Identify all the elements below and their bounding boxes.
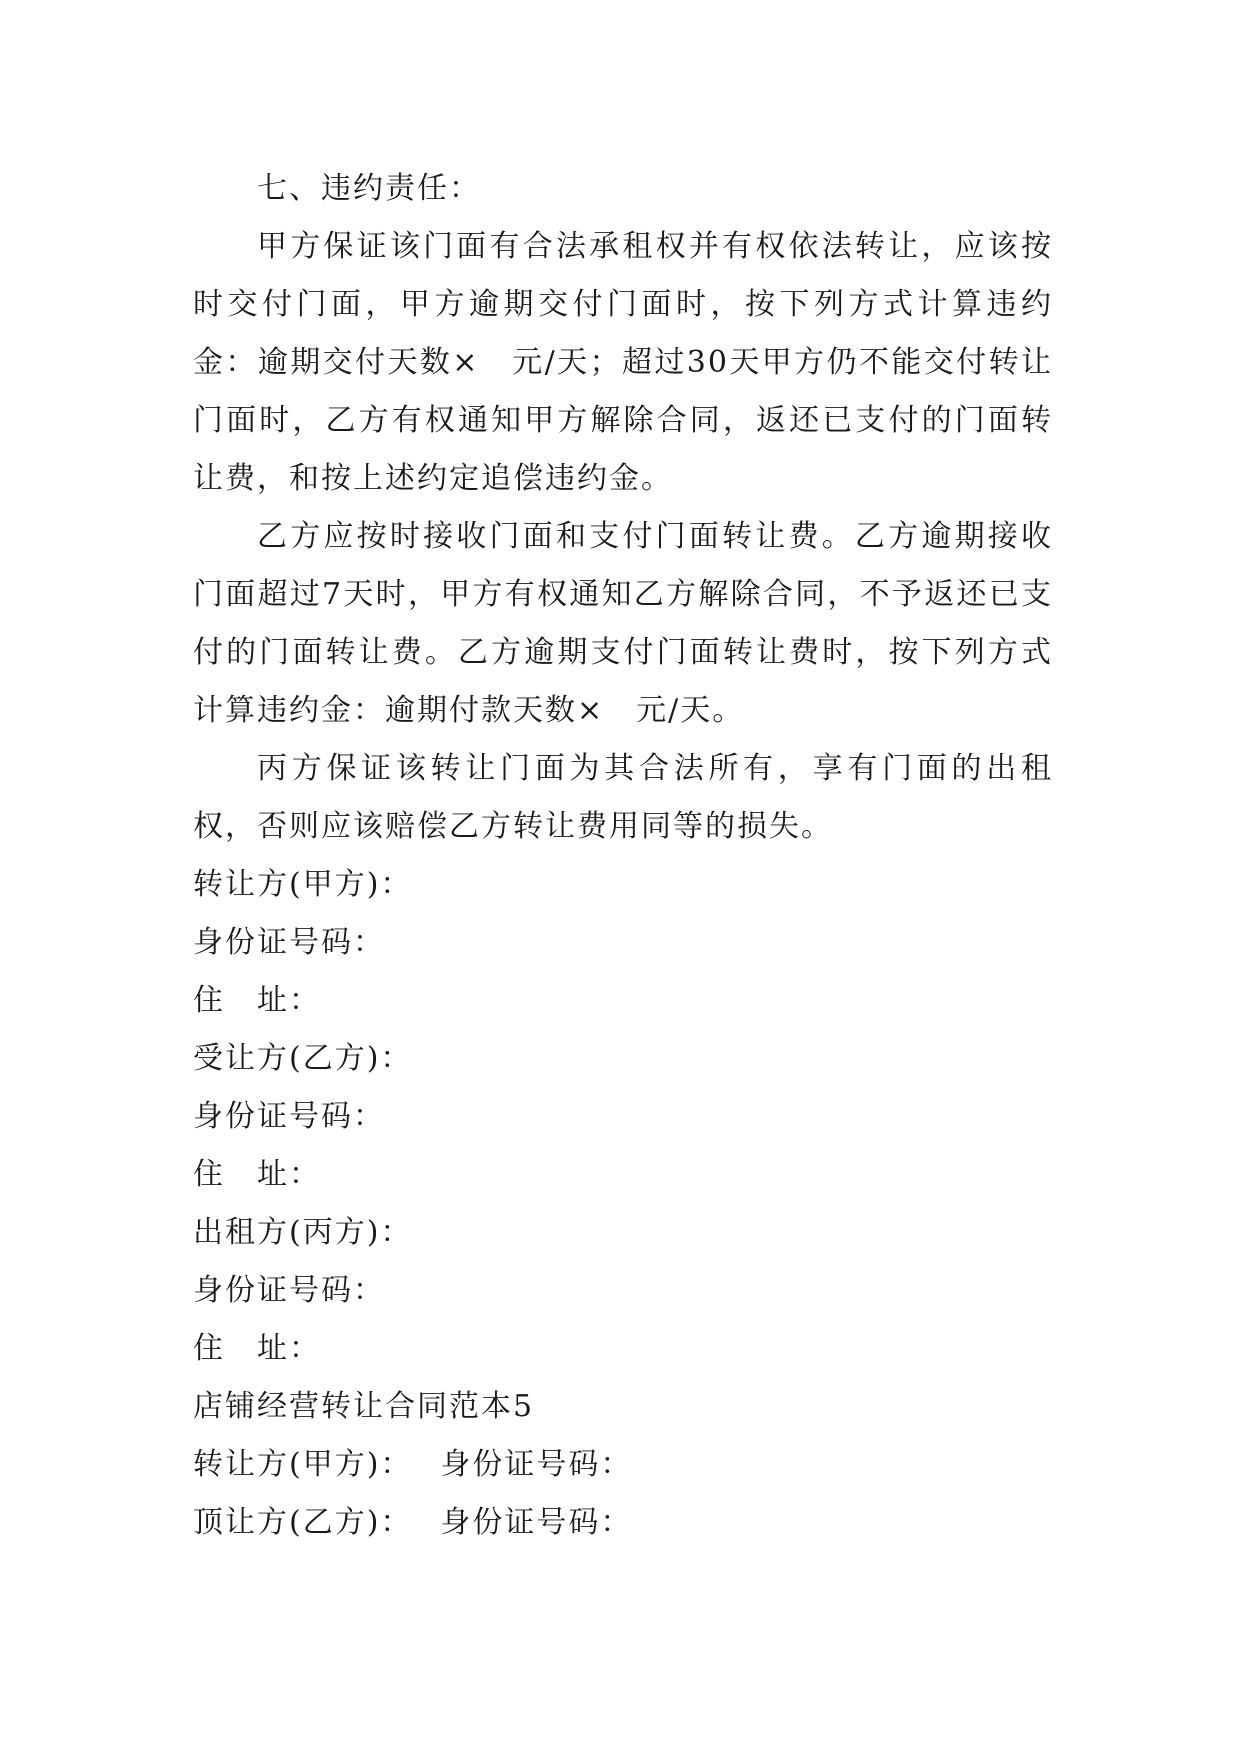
next-transferor-label: 转让方(甲方)： [193,1447,413,1482]
transferee-label: 受让方(乙方)： [193,1041,413,1076]
next-assignee-row [193,1494,1053,1552]
transferee-id-label: 身份证号码： [193,1099,385,1134]
transferor-label: 转让方(甲方)： [193,867,413,902]
lessor-label: 出租方(丙方)： [193,1215,413,1250]
next-transferor-row [193,1436,1053,1494]
transferee-address-label: 住 址： [193,1157,321,1192]
document-body [193,160,1053,1552]
lessor-address-label: 住 址： [193,1331,321,1366]
lessor-id-label: 身份证号码： [193,1273,385,1308]
transferor-id-label: 身份证号码： [193,925,385,960]
paragraph-party-c-liability: 丙方保证该转让门面为其合法所有，享有门面的出租权，否则应该赔偿乙方转让费用同等的损失。 [193,751,1053,844]
section-heading: 七、违约责任： [257,171,481,206]
paragraph-party-b-liability: 乙方应按时接收门面和支付门面转让费。乙方逾期接收门面超过7天时，甲方有权通知乙方解除合同，不予返还已支付的门面转让费。乙方逾期支付门面转让费时，按下列方式计算违约金：逾期付款天数× 元/天。 [193,519,1053,728]
next-assignee-label: 顶让方(乙方)： [193,1505,413,1540]
next-contract-title: 店铺经营转让合同范本5 [193,1389,535,1424]
next-transferor-id-label: 身份证号码： [440,1447,633,1482]
next-assignee-id-label: 身份证号码： [440,1505,633,1540]
transferor-address-label: 住 址： [193,983,321,1018]
paragraph-party-a-liability: 甲方保证该门面有合法承租权并有权依法转让，应该按时交付门面，甲方逾期交付门面时，按下列方式计算违约金：逾期交付天数× 元/天；超过30天甲方仍不能交付转让门面时，乙方有权通知甲方解除合同，返还已支付的门面转让费，和按上述约定追偿违约金。 [193,229,1053,496]
